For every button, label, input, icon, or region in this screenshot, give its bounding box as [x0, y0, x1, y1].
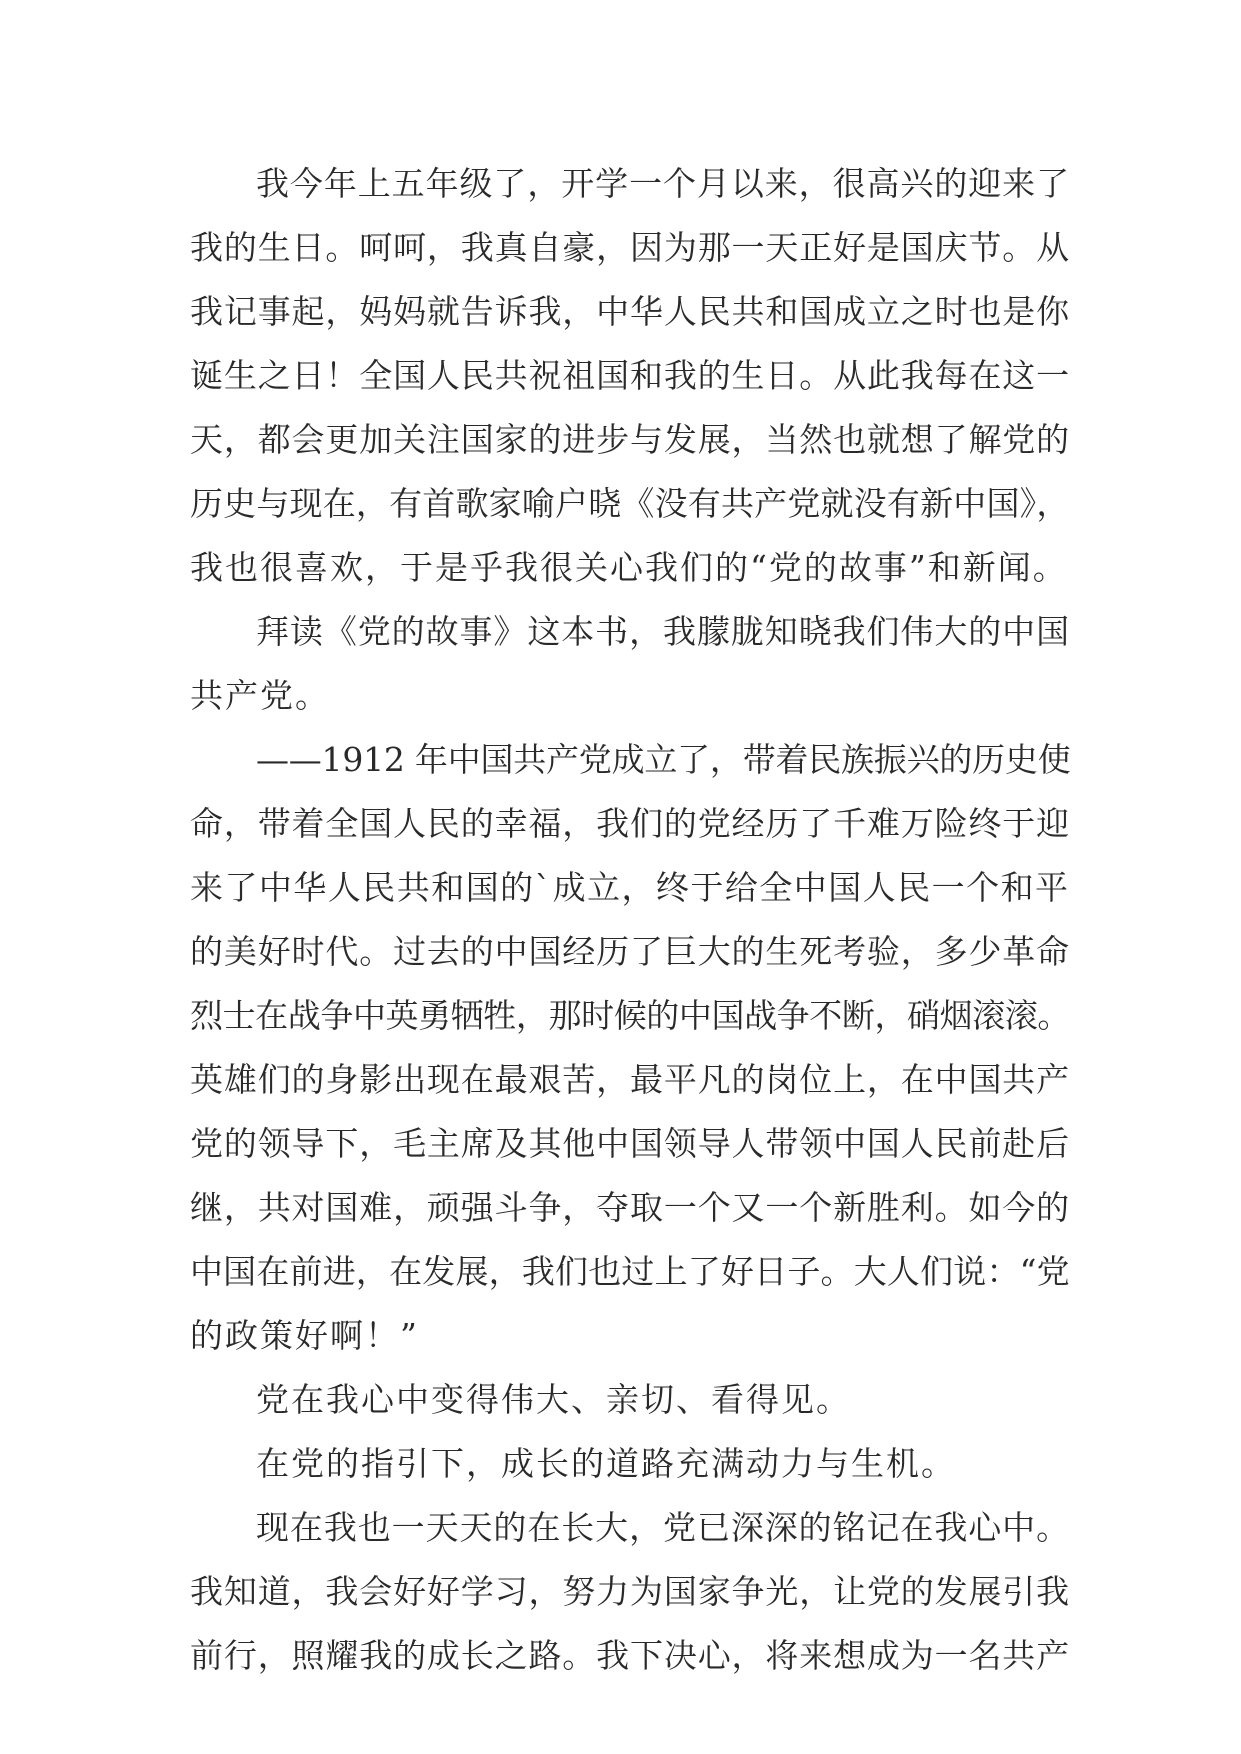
text-line: 天，都会更加关注国家的进步与发展，当然也就想了解党的	[190, 420, 1070, 459]
text-line: ——1912 年中国共产党成立了，带着民族振兴的历史使	[256, 740, 1071, 779]
text-line: 在党的指引下，成长的道路充满动力与生机。	[256, 1444, 956, 1483]
text-line: 前行，照耀我的成长之路。我下决心，将来想成为一名共产	[190, 1636, 1070, 1675]
text-line: 共产党。	[190, 676, 330, 715]
text-line: 我也很喜欢，于是乎我很关心我们的“党的故事”和新闻。	[190, 548, 1068, 587]
text-line: 来了中华人民共和国的`成立，终于给全中国人民一个和平	[190, 868, 1070, 907]
text-line: 我的生日。呵呵，我真自豪，因为那一天正好是国庆节。从	[190, 228, 1070, 267]
text-line: 诞生之日！全国人民共祝祖国和我的生日。从此我每在这一	[190, 356, 1070, 395]
text-line: 我今年上五年级了，开学一个月以来，很高兴的迎来了	[256, 164, 1070, 203]
text-line: 烈士在战争中英勇牺牲，那时候的中国战争不断，硝烟滚滚。	[190, 996, 1071, 1035]
text-line: 现在我也一天天的在长大，党已深深的铭记在我心中。	[256, 1508, 1070, 1547]
text-line: 英雄们的身影出现在最艰苦，最平凡的岗位上，在中国共产	[190, 1060, 1070, 1099]
text-line: 继，共对国难，顽强斗争，夺取一个又一个新胜利。如今的	[190, 1188, 1070, 1227]
text-line: 的美好时代。过去的中国经历了巨大的生死考验，多少革命	[190, 932, 1070, 971]
essay-body	[190, 152, 1070, 1688]
text-line: 我知道，我会好好学习，努力为国家争光，让党的发展引我	[190, 1572, 1070, 1611]
text-line: 命，带着全国人民的幸福，我们的党经历了千难万险终于迎	[190, 804, 1070, 843]
text-line: 党在我心中变得伟大、亲切、看得见。	[256, 1380, 851, 1419]
text-line: 拜读《党的故事》这本书，我朦胧知晓我们伟大的中国	[256, 612, 1070, 651]
text-line: 党的领导下，毛主席及其他中国领导人带领中国人民前赴后	[190, 1124, 1070, 1163]
text-line: 中国在前进，在发展，我们也过上了好日子。大人们说：“党	[190, 1252, 1070, 1291]
text-line: 我记事起，妈妈就告诉我，中华人民共和国成立之时也是你	[190, 292, 1070, 331]
text-line: 的政策好啊！”	[190, 1316, 419, 1355]
text-line: 历史与现在，有首歌家喻户晓《没有共产党就没有新中国》，	[190, 484, 1070, 523]
